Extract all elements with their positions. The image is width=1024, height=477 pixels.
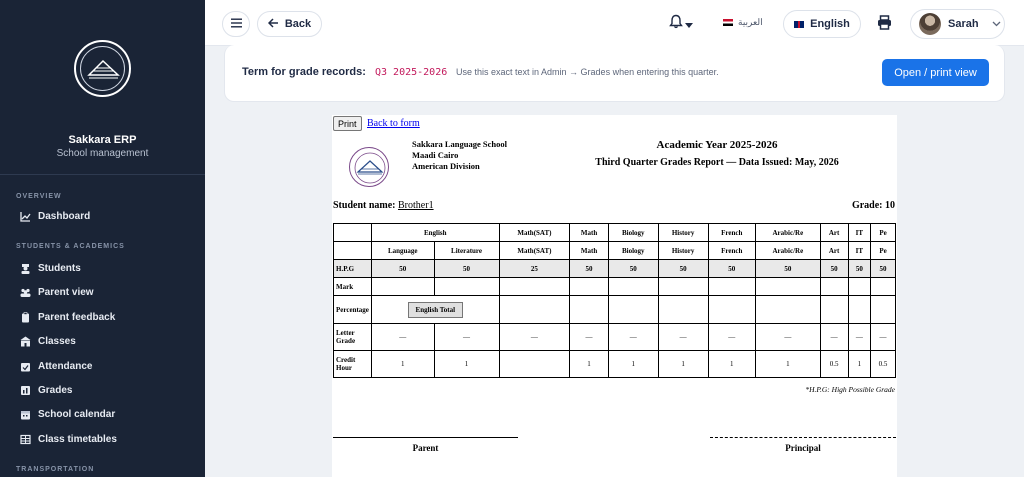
sidebar-item-label: Attendance [38,361,93,372]
mark-cell [658,278,708,296]
print-button[interactable] [877,15,892,35]
sidebar-item-parent-view[interactable] [20,287,94,298]
language-english-button[interactable] [783,10,861,38]
sidebar-divider [0,174,205,175]
topbar [205,0,1024,46]
letter-cell: — [848,324,870,351]
hpg-cell: 50 [372,260,435,278]
school-location: Maadi Cairo [412,150,459,160]
term-label: Term for grade records: [242,66,366,78]
subject-subheader: Math [570,242,609,260]
letter-cell: — [658,324,708,351]
subject-subheader: Art [820,242,848,260]
letter-cell: — [608,324,658,351]
letter-grade-row [334,324,896,351]
percentage-cell [499,296,570,324]
sidebar-item-students[interactable] [20,263,81,274]
back-button[interactable] [257,11,322,37]
hpg-cell: 50 [871,260,896,278]
menu-button[interactable] [222,11,250,37]
letter-cell: — [871,324,896,351]
credit-cell: 0.5 [871,351,896,378]
sidebar-item-attendance[interactable] [20,361,92,372]
sidebar-item-dashboard[interactable] [20,211,90,222]
avatar [919,13,941,35]
row-label: Percentage [334,296,372,324]
parent-signature-label: Parent [412,443,439,453]
mark-cell [708,278,756,296]
student-icon [20,263,31,274]
credit-cell: 1 [658,351,708,378]
school-info [412,139,507,172]
chart-line-icon [20,211,31,222]
egypt-flag-icon [723,19,733,26]
clipboard-icon [20,312,31,323]
english-total-button[interactable]: English Total [408,302,464,318]
letter-cell: — [570,324,609,351]
table-row [334,224,896,242]
letter-cell: — [820,324,848,351]
term-card [224,45,1005,102]
notifications-button[interactable] [669,14,693,34]
hpg-cell: 50 [434,260,499,278]
mark-cell [848,278,870,296]
credit-cell: 1 [570,351,609,378]
hpg-cell: 50 [820,260,848,278]
hpg-cell: 50 [570,260,609,278]
mark-cell [608,278,658,296]
percentage-cell [848,296,870,324]
sidebar-item-label: School calendar [38,409,116,420]
hpg-cell: 50 [756,260,821,278]
sidebar-item-grades[interactable] [20,385,72,396]
hpg-row [334,260,896,278]
subject-header: French [708,224,756,242]
subject-subheader: Literature [434,242,499,260]
percentage-cell [756,296,821,324]
sidebar-item-class-timetables[interactable] [20,434,117,445]
printer-icon [877,17,892,34]
caret-down-icon [685,15,693,33]
credit-cell: 0.5 [820,351,848,378]
percentage-cell [608,296,658,324]
credit-cell: 1 [848,351,870,378]
subject-subheader: History [658,242,708,260]
credit-hour-row [334,351,896,378]
language-arabic-label: العربية [738,17,763,27]
arrow-left-icon [268,18,279,31]
calendar-check-icon [20,361,31,372]
subject-header: Pe [871,224,896,242]
report-print-button[interactable]: Print [333,116,362,131]
table-row [334,242,896,260]
brand-subtitle: School management [56,148,149,159]
subject-subheader: Pe [871,242,896,260]
letter-cell: — [756,324,821,351]
subject-subheader: Biology [608,242,658,260]
parent-signature-line [333,437,518,438]
letter-cell: — [434,324,499,351]
credit-cell: 1 [372,351,435,378]
report-title: Third Quarter Grades Report — Data Issued: May, 2026 [595,157,839,168]
mark-cell [499,278,570,296]
mark-cell [372,278,435,296]
student-name-row [333,200,434,211]
row-label: Mark [334,278,372,296]
term-code: Q3 2025-2026 [375,67,448,78]
sidebar-item-label: Classes [38,336,76,347]
percentage-cell [570,296,609,324]
user-name: Sarah [948,18,979,30]
row-label: H.P.G [334,260,372,278]
report-preview [332,115,897,477]
sidebar-item-school-calendar[interactable] [20,409,115,420]
mark-row [334,278,896,296]
sidebar-item-label: Dashboard [38,211,91,222]
chevron-down-icon [992,18,1001,30]
percentage-row [334,296,896,324]
principal-signature-label: Principal [785,443,821,453]
hpg-cell: 50 [658,260,708,278]
mark-cell [820,278,848,296]
back-label: Back [284,18,312,30]
credit-cell [499,351,570,378]
sidebar-item-label: Grades [38,385,73,396]
credit-cell: 1 [756,351,821,378]
hpg-cell: 50 [848,260,870,278]
letter-cell: — [499,324,570,351]
academic-year: Academic Year 2025-2026 [656,139,778,151]
grades-icon [20,385,31,396]
school-logo [74,40,131,97]
school-seal [349,147,389,187]
row-label: Letter Grade [334,324,372,351]
subject-header: IT [848,224,870,242]
calendar-icon [20,409,31,420]
school-name: Sakkara Language School [412,139,507,149]
back-to-form-link[interactable]: Back to form [367,118,420,129]
credit-cell: 1 [708,351,756,378]
letter-cell: — [372,324,435,351]
mark-cell [570,278,609,296]
hpg-cell: 50 [608,260,658,278]
user-menu-button[interactable] [910,9,1005,39]
hpg-cell: 25 [499,260,570,278]
hamburger-icon [231,15,242,33]
open-print-view-button[interactable]: Open / print view [882,59,989,86]
principal-signature-line [710,437,896,438]
brand-name: Sakkara ERP [68,134,137,146]
sidebar-item-label: Students [38,263,81,274]
subject-header: History [658,224,708,242]
sidebar-item-label: Parent feedback [38,312,116,323]
percentage-cell [658,296,708,324]
percentage-cell [871,296,896,324]
table-icon [20,434,31,445]
bell-icon [669,14,683,34]
mark-cell [871,278,896,296]
language-english-label: English [810,18,850,30]
hpg-footnote: *H.P.G: High Possible Grade [805,385,895,394]
subject-subheader: Math(SAT) [499,242,570,260]
grade-level: Grade: 10 [851,200,895,211]
section-students-academics: STUDENTS & ACADEMICS [16,243,125,250]
grades-table [333,223,896,378]
student-name-value: Brother1 [398,200,434,211]
subject-header: Arabic/Re [756,224,821,242]
percentage-cell [820,296,848,324]
school-division: American Division [412,161,480,171]
mark-cell [756,278,821,296]
sidebar-item-label: Class timetables [38,434,117,445]
subject-header: Math(SAT) [499,224,570,242]
sidebar-item-parent-feedback[interactable] [20,312,115,323]
section-transportation: TRANSPORTATION [16,466,95,473]
subject-subheader: Arabic/Re [756,242,821,260]
subject-subheader: French [708,242,756,260]
language-arabic-button[interactable] [723,17,763,28]
subject-subheader: Language [372,242,435,260]
users-icon [20,287,31,298]
sidebar-item-classes[interactable] [20,336,76,347]
subject-header: English [372,224,500,242]
sidebar-item-label: Parent view [38,287,94,298]
term-hint: Use this exact text in Admin → Grades when entering this quarter. [456,67,719,77]
school-icon [20,336,31,347]
subject-subheader: IT [848,242,870,260]
credit-cell: 1 [434,351,499,378]
letter-cell: — [708,324,756,351]
subject-header: Math [570,224,609,242]
student-name-label: Student name: [333,200,396,211]
percentage-cell [708,296,756,324]
subject-header: Art [820,224,848,242]
mark-cell [434,278,499,296]
hpg-cell: 50 [708,260,756,278]
row-label: Credit Hour [334,351,372,378]
uk-flag-icon [794,21,804,28]
sidebar [0,0,205,477]
subject-header: Biology [608,224,658,242]
credit-cell: 1 [608,351,658,378]
section-overview: OVERVIEW [16,193,62,200]
